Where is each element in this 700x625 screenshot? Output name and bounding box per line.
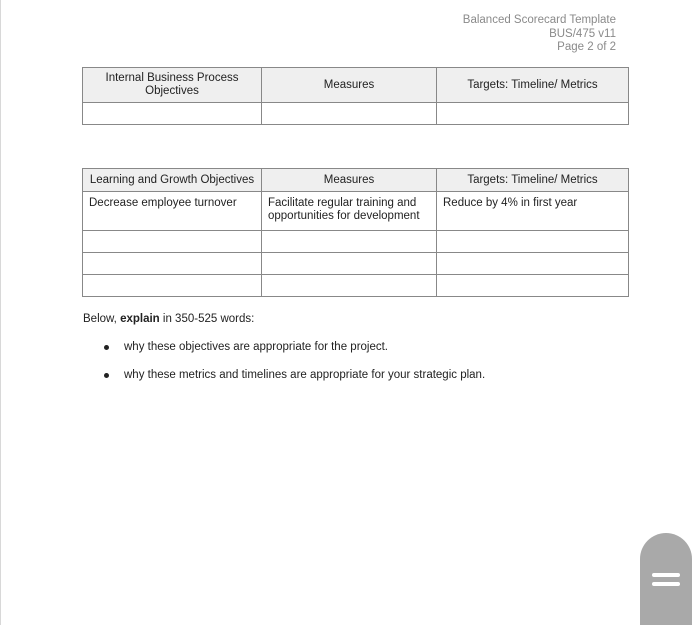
instructions-text — [83, 313, 254, 325]
table-cell[interactable] — [437, 231, 629, 253]
table-cell[interactable] — [437, 103, 629, 125]
document-header — [463, 14, 616, 55]
table-header-row — [83, 169, 629, 192]
table-cell[interactable] — [262, 231, 437, 253]
page-number: Page 2 of 2 — [557, 41, 616, 53]
table-row — [83, 192, 629, 231]
course-code: BUS/475 v11 — [549, 27, 616, 40]
objective-cell[interactable]: Decrease employee turnover — [83, 192, 262, 231]
page-edge — [0, 0, 1, 625]
list-item — [104, 369, 485, 397]
table-cell[interactable] — [262, 253, 437, 275]
measure-cell[interactable]: Facilitate regular training and opportunities for development — [262, 192, 437, 231]
bullet-icon — [104, 345, 109, 350]
list-item — [104, 341, 485, 369]
menu-button[interactable] — [640, 533, 692, 625]
table-row — [83, 253, 629, 275]
instruction-bullet-list — [104, 341, 485, 397]
document-title: Balanced Scorecard Template — [462, 14, 616, 26]
table-row — [83, 103, 629, 125]
table-cell[interactable] — [83, 231, 262, 253]
table-cell[interactable] — [437, 275, 629, 297]
table-row — [83, 275, 629, 297]
table-cell[interactable] — [83, 103, 262, 125]
target-cell[interactable]: Reduce by 4% in first year — [437, 192, 629, 231]
table-cell[interactable] — [262, 275, 437, 297]
bullet-icon — [104, 373, 109, 378]
table-cell[interactable] — [83, 275, 262, 297]
column-header-objectives: Internal Business Process Objectives — [83, 68, 262, 103]
column-header-targets: Targets: Timeline/ Metrics — [437, 68, 629, 103]
table-cell[interactable] — [437, 253, 629, 275]
table-cell[interactable] — [262, 103, 437, 125]
internal-business-table — [82, 67, 629, 125]
instructions-prefix: Below, — [83, 313, 121, 325]
menu-icon — [652, 568, 680, 591]
column-header-objectives: Learning and Growth Objectives — [83, 169, 262, 192]
column-header-targets: Targets: Timeline/ Metrics — [437, 169, 629, 192]
column-header-measures: Measures — [262, 68, 437, 103]
learning-growth-table — [82, 168, 629, 297]
bullet-text: why these metrics and timelines are appropriate for your strategic plan. — [124, 369, 486, 381]
table-header-row — [83, 68, 629, 103]
instructions-suffix: in 350-525 words: — [159, 313, 255, 325]
table-cell[interactable] — [83, 253, 262, 275]
column-header-measures: Measures — [262, 169, 437, 192]
bullet-text: why these objectives are appropriate for the project. — [124, 341, 389, 353]
instructions-emphasis: explain — [120, 313, 160, 325]
table-row — [83, 231, 629, 253]
